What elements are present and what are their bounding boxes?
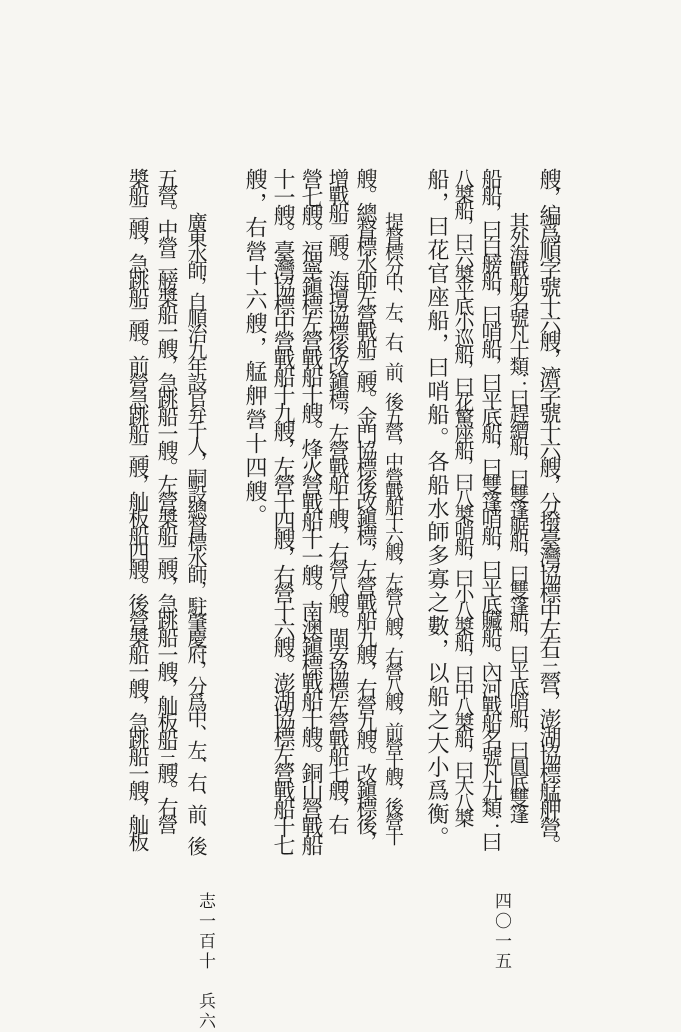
text-column: 船船，曰白艕船，曰哨船，曰平底船，曰雙篷哨船，曰平底贜船。內河戰船名號凡九類：曰 bbox=[479, 168, 503, 848]
text-column: 八槳船，曰六槳平底小巡船，曰花驚座船，曰八槳哨船，曰小八槳船，曰中八槳船，曰大八槳 bbox=[451, 168, 475, 824]
text-column: 艘。總督標水師左營戰船二艘。金門協標後改鎭標，左營戰船九艘，右營九艘。改鎭標後， bbox=[354, 168, 378, 848]
text-column: 槳船二艘，急跳船二艘。前營急跳船二艘，舢板船四艘。後營槳船一艘，急跳船一艘，舢板 bbox=[126, 168, 150, 848]
text-column: 艘，右營十六艘，艋舺營十四艘。 bbox=[242, 168, 267, 528]
page-number: 四〇一五 bbox=[491, 892, 511, 972]
text-column: 其外海戰船名號凡十類：曰趕繒船，曰雙篷艍船，曰雙篷船，曰平底哨船，曰圓底雙篷 bbox=[506, 212, 530, 820]
text-column: 艘，編爲順字號十六艘，濟字號十六艘，分撥臺灣協標中左右三營，澎湖協標艋舺營。 bbox=[536, 168, 561, 852]
text-column: 提督標分中、左、右、前、後五營，中營戰船十六艘，左營八艘，右營八艘，前營十艘，後營十 bbox=[382, 212, 404, 842]
text-column: 十一艘。臺灣協標中營戰船十九艘，左營十四艘，右營十六艘。澎湖協標左營戰船十七 bbox=[270, 168, 295, 852]
page-header-chapter: 志一百十 兵六 bbox=[195, 892, 215, 1032]
text-column: 增戰船二艘。海壇協標後改鎭標，左營戰船十艘，右營八艘。閩安協標左營戰船七艘，右 bbox=[326, 168, 350, 831]
text-column: 五營。中營二艕槳船一艘，急跳船一艘。左營槳船二艘，急跳船一艘，舢板船三艘。右營 bbox=[155, 168, 179, 831]
text-column: 營七艘。福寧鎭標左營戰船十艘。烽火營戰船十一艘。南澳鎭標戰船十艘。銅山營戰船 bbox=[298, 168, 323, 852]
text-column: 廣東水師，自順治九年設官弁千人，嗣設總督標水師，駐肇慶府，分爲中、左、右、前、後 bbox=[184, 212, 208, 852]
text-column: 船，曰花官座船，曰哨船。各船水師多寡之數，以船之大小爲衡。 bbox=[424, 168, 449, 850]
